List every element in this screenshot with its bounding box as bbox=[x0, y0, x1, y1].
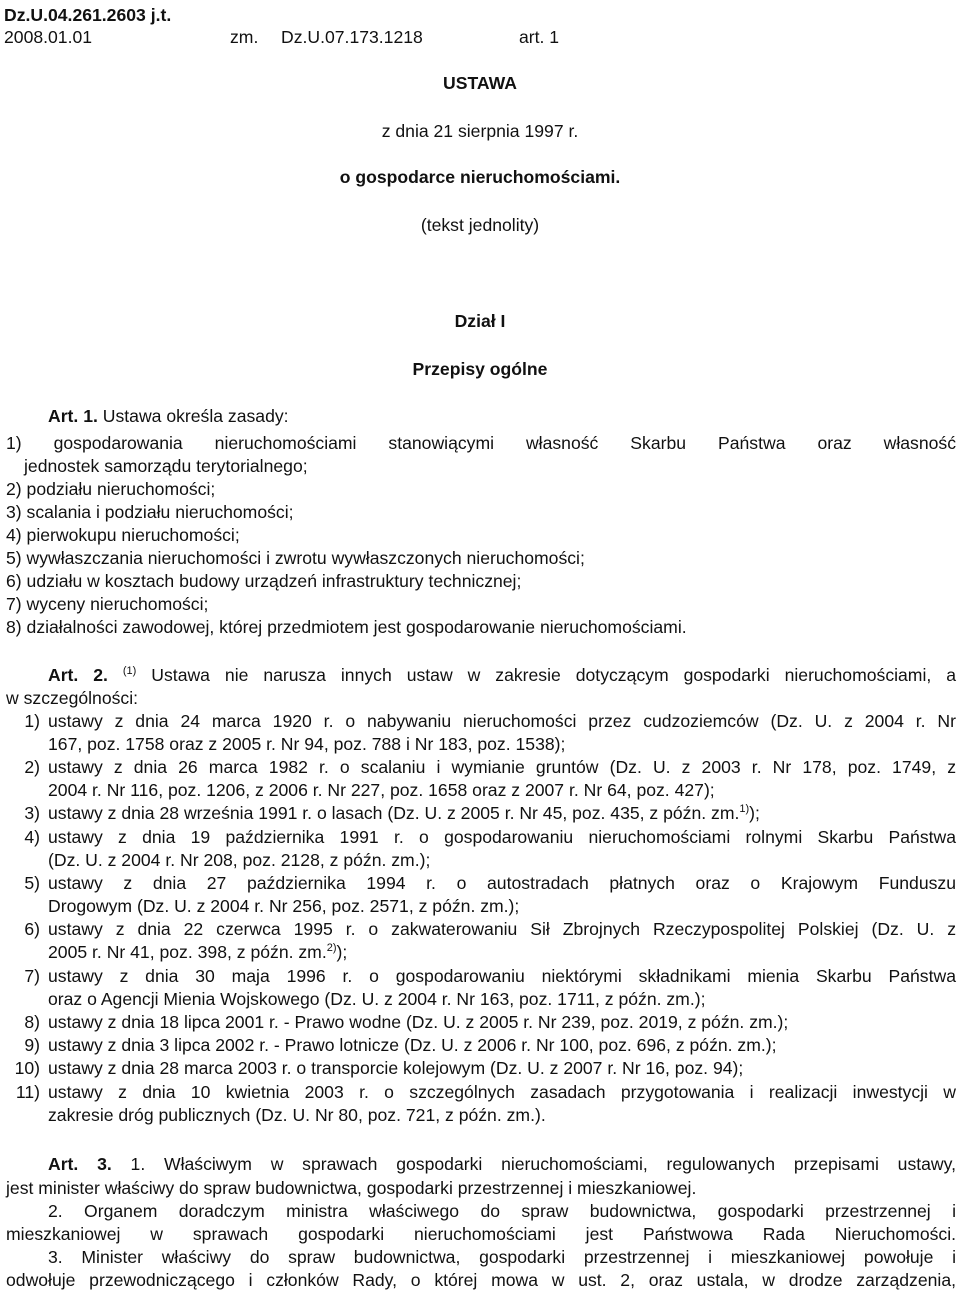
article-1-item-2: 2) podziału nieruchomości; bbox=[6, 479, 216, 499]
article-2-item-6: ustawy z dnia 22 czerwca 1995 r. o zakwaterowaniu Sił Zbrojnych Rzeczypospolitej Polskiej (Dz. U. z bbox=[48, 919, 956, 939]
list-number: 5) bbox=[24, 873, 40, 893]
article-2-item-4-cont: (Dz. U. z 2004 r. Nr 208, poz. 2128, z późn. zm.); bbox=[48, 850, 431, 870]
footnote-ref: 1) bbox=[739, 803, 750, 816]
article-3-paragraph-1-cont: jest minister właściwy do spraw budownictwa, gospodarki przestrzennej i mieszkaniowej. bbox=[6, 1178, 697, 1198]
article-2-item-7: ustawy z dnia 30 maja 1996 r. o gospodarowaniu niektórymi składnikami mienia Skarbu Państwa bbox=[48, 966, 956, 986]
article-2-item-2: ustawy z dnia 26 marca 1982 r. o scalaniu i wymianie gruntów (Dz. U. z 2003 r. Nr 178, poz. 1749, z bbox=[48, 757, 956, 777]
article-2-item-10: ustawy z dnia 28 marca 2003 r. o transporcie kolejowym (Dz. U. z 2007 r. Nr 16, poz. 94); bbox=[48, 1058, 744, 1078]
article-1-item-6: 6) udziału w kosztach budowy urządzeń infrastruktury technicznej; bbox=[6, 571, 522, 591]
article-1-item-4: 4) pierwokupu nieruchomości; bbox=[6, 525, 240, 545]
article-2-item-11-cont: zakresie dróg publicznych (Dz. U. Nr 80, poz. 721, z późn. zm.). bbox=[48, 1105, 546, 1125]
amendment-label: zm. bbox=[230, 27, 259, 47]
list-number: 1) bbox=[24, 711, 40, 731]
article-1-intro-text: Ustawa określa zasady: bbox=[102, 406, 289, 426]
act-date: z dnia 21 sierpnia 1997 r. bbox=[381, 121, 579, 141]
article-1-item-7: 7) wyceny nieruchomości; bbox=[6, 594, 209, 614]
list-number: 2) bbox=[24, 757, 40, 777]
footnote-ref: 2) bbox=[326, 942, 337, 955]
article-1-item-5: 5) wywłaszczania nieruchomości i zwrotu wywłaszczonych nieruchomości; bbox=[6, 548, 585, 568]
article-1-item-3: 3) scalania i podziału nieruchomości; bbox=[6, 502, 294, 522]
amendment-reference: Dz.U.07.173.1218 bbox=[281, 27, 423, 47]
article-2-item-3: ustawy z dnia 28 września 1991 r. o lasach (Dz. U. z 2005 r. Nr 45, poz. 435, z późn. zm.$^{1)}$); bbox=[48, 803, 760, 823]
list-number: 7) bbox=[24, 966, 40, 986]
article-1-intro bbox=[48, 405, 289, 428]
article-1-label: Art. 1. bbox=[48, 406, 98, 426]
article-3-paragraph-3: 3. Minister właściwy do spraw budownictwa, gospodarki przestrzennej i mieszkaniowej powołuje i bbox=[48, 1247, 956, 1267]
article-2-item-11: ustawy z dnia 10 kwietnia 2003 r. o szczególnych zasadach przygotowania i realizacji inwestycji w bbox=[48, 1082, 956, 1102]
article-1-item-8: 8) działalności zawodowej, której przedmiotem jest gospodarowanie nieruchomościami. bbox=[6, 617, 687, 637]
amended-article: art. 1 bbox=[519, 27, 560, 47]
article-3-paragraph-2-cont: mieszkaniowej w sprawach gospodarki nieruchomościami jest Państwowa Rada Nieruchomości. bbox=[6, 1224, 956, 1244]
article-2-item-2-cont: 2004 r. Nr 116, poz. 1206, z 2006 r. Nr 227, poz. 1658 oraz z 2007 r. Nr 64, poz. 427); bbox=[48, 780, 715, 800]
list-number: 3) bbox=[24, 803, 40, 823]
article-2-item-7-cont: oraz o Agencji Mienia Wojskowego (Dz. U. z 2004 r. Nr 163, poz. 1711, z późn. zm.); bbox=[48, 989, 706, 1009]
list-number: 10) bbox=[14, 1058, 40, 1078]
list-number: 6) bbox=[24, 919, 40, 939]
consolidated-text-note: (tekst jednolity) bbox=[420, 215, 540, 235]
article-3-label: Art. 3. bbox=[48, 1154, 112, 1174]
list-number: 9) bbox=[24, 1035, 40, 1055]
list-number: 8) bbox=[24, 1012, 40, 1032]
footnote-ref: (1) bbox=[122, 665, 137, 678]
article-2-item-1-cont: 167, poz. 1758 oraz z 2005 r. Nr 94, poz. 788 i Nr 183, poz. 1538); bbox=[48, 734, 566, 754]
article-2-item-5: ustawy z dnia 27 października 1994 r. o autostradach płatnych oraz o Krajowym Funduszu bbox=[48, 873, 956, 893]
list-number: 11) bbox=[15, 1082, 40, 1102]
division-label: Dział I bbox=[454, 311, 506, 331]
list-number: 4) bbox=[24, 827, 40, 847]
article-3-paragraph-2: 2. Organem doradczym ministra właściwego do spraw budownictwa, gospodarki przestrzennej i bbox=[48, 1201, 956, 1221]
act-title: USTAWA bbox=[443, 73, 517, 93]
article-2-item-1: ustawy z dnia 24 marca 1920 r. o nabywaniu nieruchomości przez cudzoziemców (Dz. U. z 2004 r. Nr bbox=[48, 711, 956, 731]
article-2-item-6-cont: 2005 r. Nr 41, poz. 398, z późn. zm.$^{2)}$); bbox=[48, 942, 348, 962]
division-heading: Przepisy ogólne bbox=[412, 359, 548, 379]
article-2-item-5-cont: Drogowym (Dz. U. z 2004 r. Nr 256, poz. 2571, z późn. zm.); bbox=[48, 896, 520, 916]
article-2-item-9: ustawy z dnia 3 lipca 2002 r. - Prawo lotnicze (Dz. U. z 2006 r. Nr 100, poz. 696, z późn. zm.); bbox=[48, 1035, 777, 1055]
article-3-paragraph-1: Art. 3. 1. Właściwym w sprawach gospodarki nieruchomościami, regulowanych przepisami ustawy, bbox=[48, 1154, 957, 1174]
version-date: 2008.01.01 bbox=[4, 27, 93, 47]
act-subject: o gospodarce nieruchomościami. bbox=[339, 167, 621, 187]
article-2-item-4: ustawy z dnia 19 października 1991 r. o gospodarowaniu nieruchomościami rolnymi Skarbu Państwa bbox=[48, 827, 956, 847]
article-1-item-1-cont: jednostek samorządu terytorialnego; bbox=[24, 456, 308, 476]
article-2-intro: Art. 2. $^{(1)}$ Ustawa nie narusza innych ustaw w zakresie dotyczącym gospodarki nieruchomościami, a bbox=[48, 665, 956, 685]
article-2-item-8: ustawy z dnia 18 lipca 2001 r. - Prawo wodne (Dz. U. z 2005 r. Nr 239, poz. 2019, z późn. zm.); bbox=[48, 1012, 789, 1032]
article-2-intro-cont: w szczególności: bbox=[6, 688, 139, 708]
article-1-item-1: 1) gospodarowania nieruchomościami stanowiącymi własność Skarbu Państwa oraz własność bbox=[6, 433, 956, 453]
article-3-paragraph-3-cont: odwołuje przewodniczącego i członków Rady, o której mowa w ust. 2, oraz ustala, w drodze zarządzenia, bbox=[6, 1270, 956, 1290]
article-2-label: Art. 2. bbox=[48, 665, 108, 685]
journal-reference: Dz.U.04.261.2603 j.t. bbox=[4, 5, 172, 25]
